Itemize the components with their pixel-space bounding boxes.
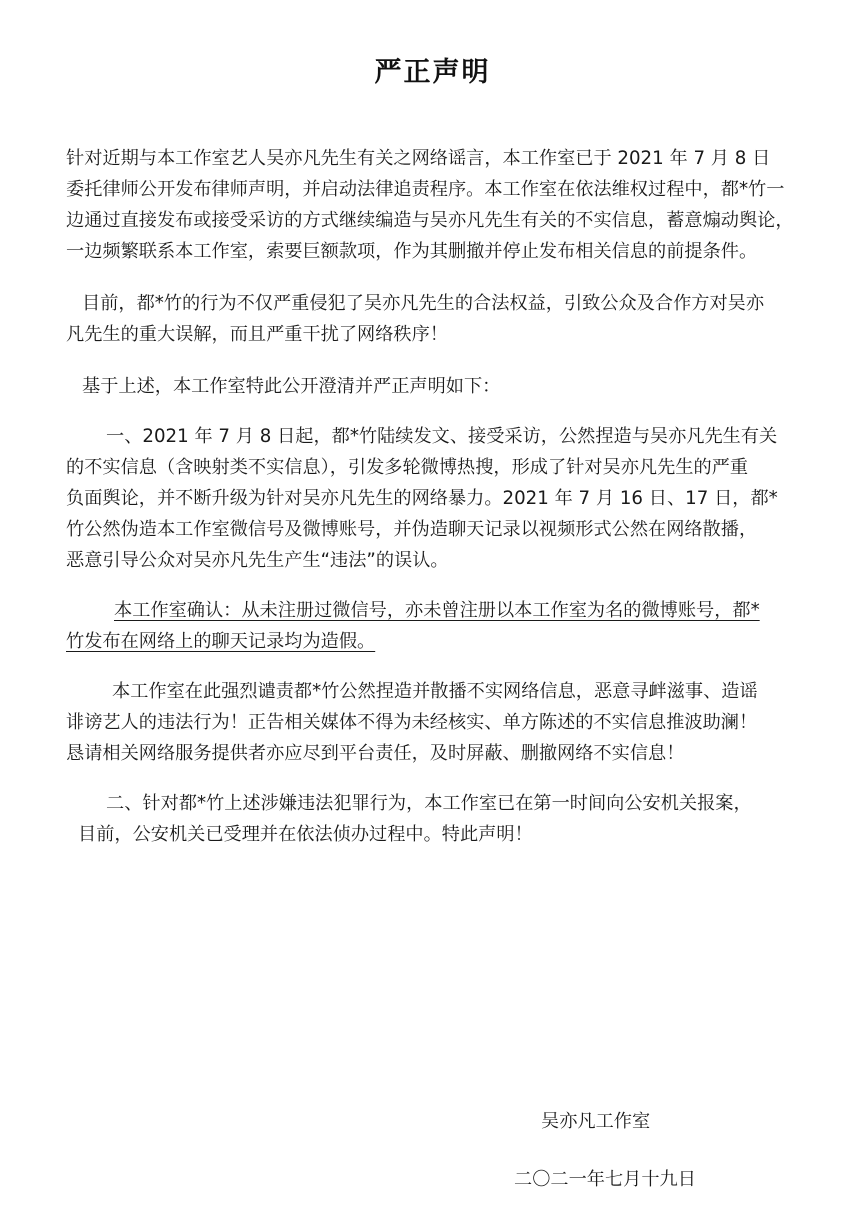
paragraph-3 [66, 371, 796, 402]
paragraph-line: 一、2021 年 7 月 8 日起，都*竹陆续发文、接受采访，公然捏造与吴亦凡先生有关 [106, 426, 778, 447]
paragraph-line: 的不实信息（含映射类不实信息），引发多轮微博热搜，形成了针对吴亦凡先生的严重 [66, 457, 749, 478]
paragraph-line: 负面舆论，并不断升级为针对吴亦凡先生的网络暴力。2021 年 7 月 16 日、17 日，都* [66, 488, 778, 509]
document-body [66, 143, 796, 850]
underlined-line: 本工作室确认：从未注册过微信号，亦未曾注册以本工作室为名的微博账号，都* [114, 600, 760, 621]
paragraph-4 [66, 421, 796, 576]
paragraph-line: 目前，都*竹的行为不仅严重侵犯了吴亦凡先生的合法权益，引致公众及合作方对吴亦 [82, 293, 765, 314]
paragraph-line: 竹公然伪造本工作室微信号及微博账号，并伪造聊天记录以视频形式公然在网络散播， [66, 519, 758, 540]
paragraph-6 [66, 676, 796, 769]
underlined-line: 竹发布在网络上的聊天记录均为造假。 [66, 631, 376, 652]
signature-organization: 吴亦凡工作室 [541, 1111, 651, 1132]
paragraph-line: 一边频繁联系本工作室，索要巨额款项，作为其删撤并停止发布相关信息的前提条件。 [66, 241, 758, 262]
paragraph-line: 恶意引导公众对吴亦凡先生产生“违法”的误认。 [66, 550, 449, 571]
signature-date: 二〇二一年七月十九日 [514, 1169, 696, 1190]
paragraph-line: 基于上述，本工作室特此公开澄清并严正声明如下： [82, 376, 501, 397]
paragraph-line: 本工作室在此强烈谴责都*竹公然捏造并散播不实网络信息，恶意寻衅滋事、造谣 [112, 681, 758, 702]
paragraph-5-underlined [66, 595, 796, 657]
paragraph-1 [66, 143, 796, 267]
paragraph-line: 委托律师公开发布律师声明，并启动法律追责程序。本工作室在依法维权过程中，都*竹一 [66, 179, 785, 200]
paragraph-2 [66, 288, 796, 350]
paragraph-line: 恳请相关网络服务提供者亦应尽到平台责任，及时屏蔽、删撤网络不实信息！ [66, 743, 685, 764]
paragraph-line: 凡先生的重大误解，而且严重干扰了网络秩序！ [66, 324, 448, 345]
paragraph-line: 二、针对都*竹上述涉嫌违法犯罪行为，本工作室已在第一时间向公安机关报案， [106, 793, 752, 814]
document-title: 严正声明 [374, 57, 491, 88]
paragraph-line: 目前，公安机关已受理并在依法侦办过程中。特此声明！ [78, 824, 533, 845]
paragraph-line: 边通过直接发布或接受采访的方式继续编造与吴亦凡先生有关的不实信息，蓄意煽动舆论， [66, 210, 794, 231]
paragraph-line: 针对近期与本工作室艺人吴亦凡先生有关之网络谣言，本工作室已于 2021 年 7 月 8 日 [66, 148, 771, 169]
paragraph-7 [66, 788, 796, 850]
paragraph-line: 诽谤艺人的违法行为！正告相关媒体不得为未经核实、单方陈述的不实信息推波助澜！ [66, 712, 758, 733]
